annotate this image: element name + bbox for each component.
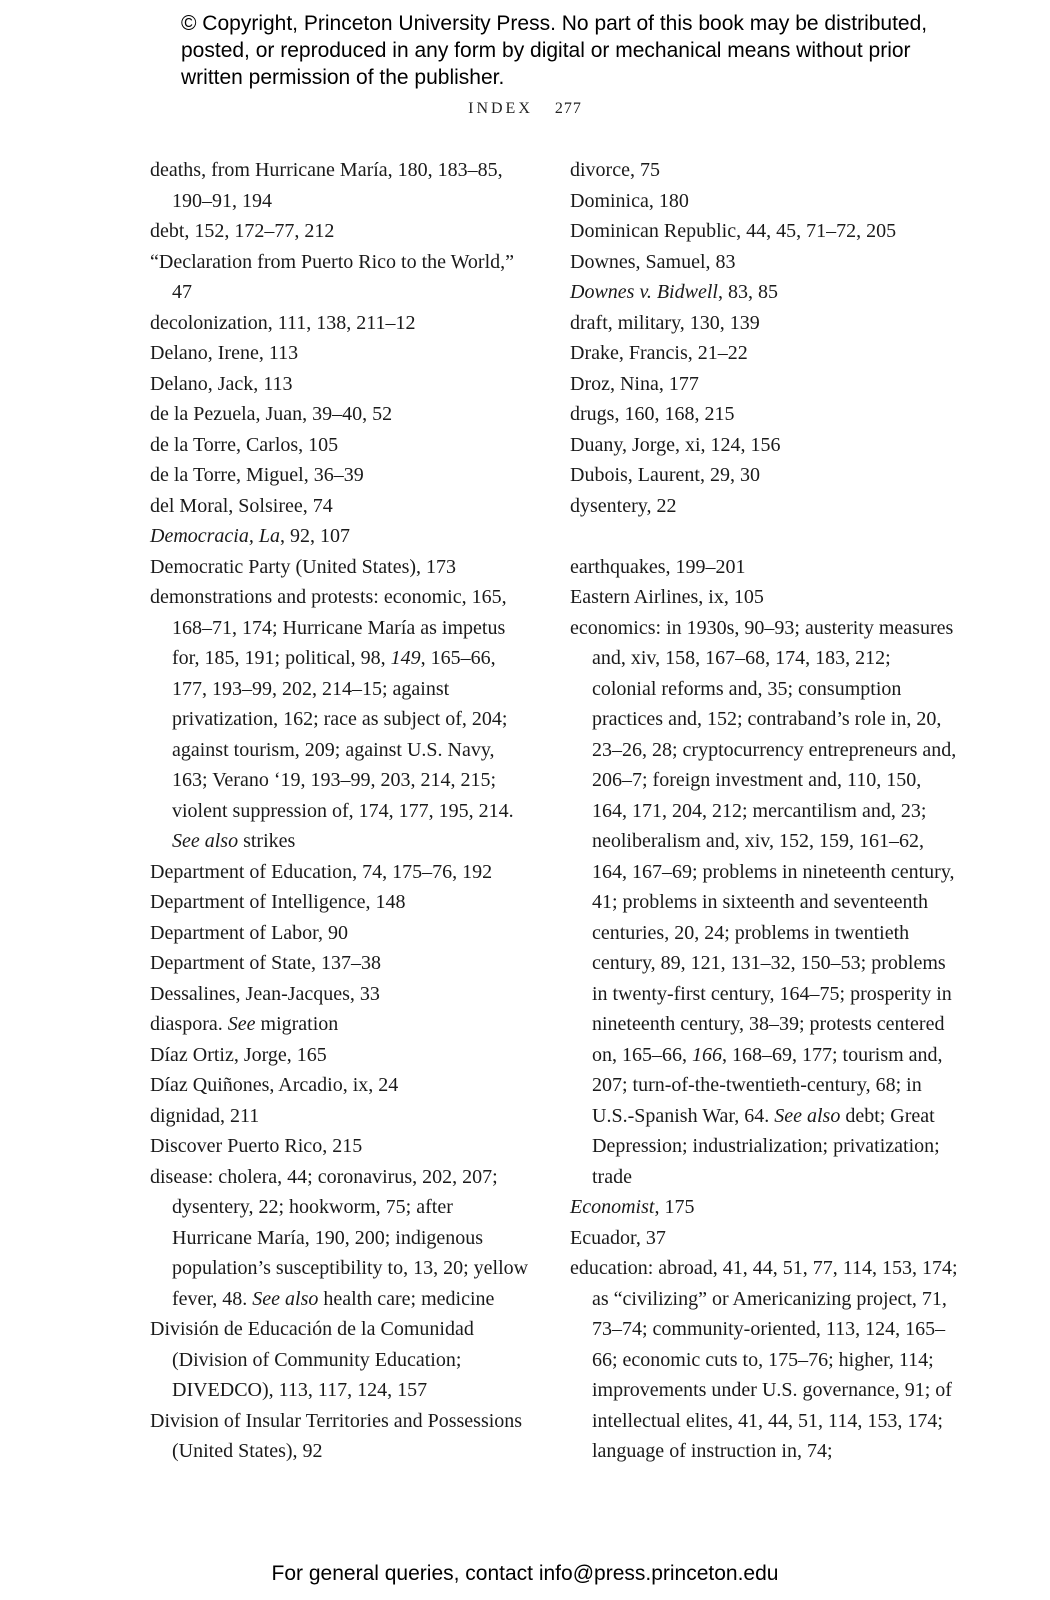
index-entry: “Declaration from Puerto Rico to the World,” 47: [150, 250, 515, 303]
index-entry: Díaz Ortiz, Jorge, 165: [150, 1043, 327, 1066]
index-column-left: [150, 155, 530, 1467]
index-entry: Downes v. Bidwell, 83, 85: [570, 281, 778, 303]
index-entry: deaths, from Hurricane María, 180, 183–85, 190–91, 194: [150, 159, 503, 212]
index-entry: Dubois, Laurent, 29, 30: [570, 464, 760, 486]
index-entry: Discover Puerto Rico, 215: [150, 1135, 363, 1157]
page-number: 277: [554, 100, 582, 117]
index-entry: Department of Education, 74, 175–76, 192: [150, 860, 493, 883]
index-entry: drugs, 160, 168, 215: [570, 403, 735, 425]
index-entry: Drake, Francis, 21–22: [570, 342, 748, 364]
index-entry: Eastern Airlines, ix, 105: [570, 586, 764, 608]
index-entry: de la Torre, Carlos, 105: [150, 433, 339, 456]
index-entry: Economist, 175: [570, 1196, 695, 1218]
index-entry: División de Educación de la Comunidad (Division of Community Education; DIVEDCO), 113, 117, 124, 157: [150, 1318, 474, 1401]
index-entry: de la Pezuela, Juan, 39–40, 52: [150, 403, 393, 425]
index-entry: dysentery, 22: [570, 494, 677, 517]
copyright-notice: © Copyright, Princeton University Press. No part of this book may be distributed, posted, or reproduced in any form by digital or mechanical means without prior written permission of the publisher.: [181, 12, 928, 89]
index-entry: Downes, Samuel, 83: [570, 250, 736, 273]
index-entry: demonstrations and protests: economic, 165, 168–71, 174; Hurricane María as impetus for, 185, 191; political, 98, 149, 165–66, 177, 193–99, 202, 214–15; against privatization, 162; race as subject of, 204; against tourism, 209; against U.S. Navy, 163; Verano ‘19, 193–99, 203, 214, 215; violent suppression of, 174, 177, 195, 214. See also strikes: [150, 586, 514, 852]
index-entry: disease: cholera, 44; coronavirus, 202, 207; dysentery, 22; hookworm, 75; after Hurricane María, 190, 200; indigenous population’s susceptibility to, 13, 20; yellow fever, 48. See also health care; medicine: [150, 1165, 529, 1310]
index-entry: Díaz Quiñones, Arcadio, ix, 24: [150, 1074, 399, 1096]
index-entry: dignidad, 211: [150, 1104, 260, 1127]
running-head-label: INDEX: [468, 100, 533, 117]
index-entry: education: abroad, 41, 44, 51, 77, 114, 153, 174; as “civilizing” or Americanizing project, 71, 73–74; community-oriented, 113, 124, 165–66; economic cuts to, 175–76; higher, 114; improvements under U.S. governance, 91; of intellectual elites, 41, 44, 51, 114, 153, 174; language of instruction in, 74;: [570, 1257, 958, 1462]
index-entry: del Moral, Solsiree, 74: [150, 494, 333, 517]
index-entry: Droz, Nina, 177: [570, 372, 699, 395]
index-entry: economics: in 1930s, 90–93; austerity measures and, xiv, 158, 167–68, 174, 183, 212; colonial reforms and, 35; consumption practices and, 152; contraband’s role in, 20, 23–26, 28; cryptocurrency entrepreneurs and, 206–7; foreign investment and, 110, 150, 164, 171, 204, 212; mercantilism and, 23; neoliberalism and, xiv, 152, 159, 161–62, 164, 167–69; problems in nineteenth century, 41; problems in sixteenth and seventeenth centuries, 20, 24; problems in twentieth century, 89, 121, 131–32, 150–53; problems in twenty-first century, 164–75; prosperity in nineteenth century, 38–39; protests centered on, 165–66, 166, 168–69, 177; tourism and, 207; turn-of-the-twentieth-century, 68; in U.S.-Spanish War, 64. See also debt; Great Depression; industrialization; privatization; trade: [570, 616, 957, 1188]
index-entry: Division of Insular Territories and Possessions (United States), 92: [150, 1409, 523, 1462]
index-entry: de la Torre, Miguel, 36–39: [150, 464, 364, 486]
index-entry: Delano, Jack, 113: [150, 372, 293, 395]
index-entry: Department of Intelligence, 148: [150, 891, 406, 913]
index-entry: Dominica, 180: [570, 189, 689, 212]
index-entry: divorce, 75: [570, 159, 660, 181]
index-column-right: [570, 155, 960, 1467]
index-entry: debt, 152, 172–77, 212: [150, 220, 335, 242]
index-entry: diaspora. See migration: [150, 1013, 339, 1035]
index-entry: Delano, Irene, 113: [150, 342, 299, 364]
index-entry: Dominican Republic, 44, 45, 71–72, 205: [570, 220, 897, 242]
index-entry: draft, military, 130, 139: [570, 311, 760, 334]
index-entry: Dessalines, Jean-Jacques, 33: [150, 982, 380, 1005]
index-entry: earthquakes, 199–201: [570, 555, 746, 578]
index-entry: Ecuador, 37: [570, 1226, 666, 1249]
index-entry: decolonization, 111, 138, 211–12: [150, 311, 416, 334]
footer-contact: For general queries, contact info@press.princeton.edu: [271, 1562, 779, 1585]
index-entry: Democracia, La, 92, 107: [150, 525, 350, 547]
running-head: [0, 100, 1050, 118]
index-entry: Department of State, 137–38: [150, 952, 382, 974]
index-entry: Department of Labor, 90: [150, 921, 349, 944]
index-entry: Democratic Party (United States), 173: [150, 555, 457, 578]
index-entry: Duany, Jorge, xi, 124, 156: [570, 433, 781, 456]
